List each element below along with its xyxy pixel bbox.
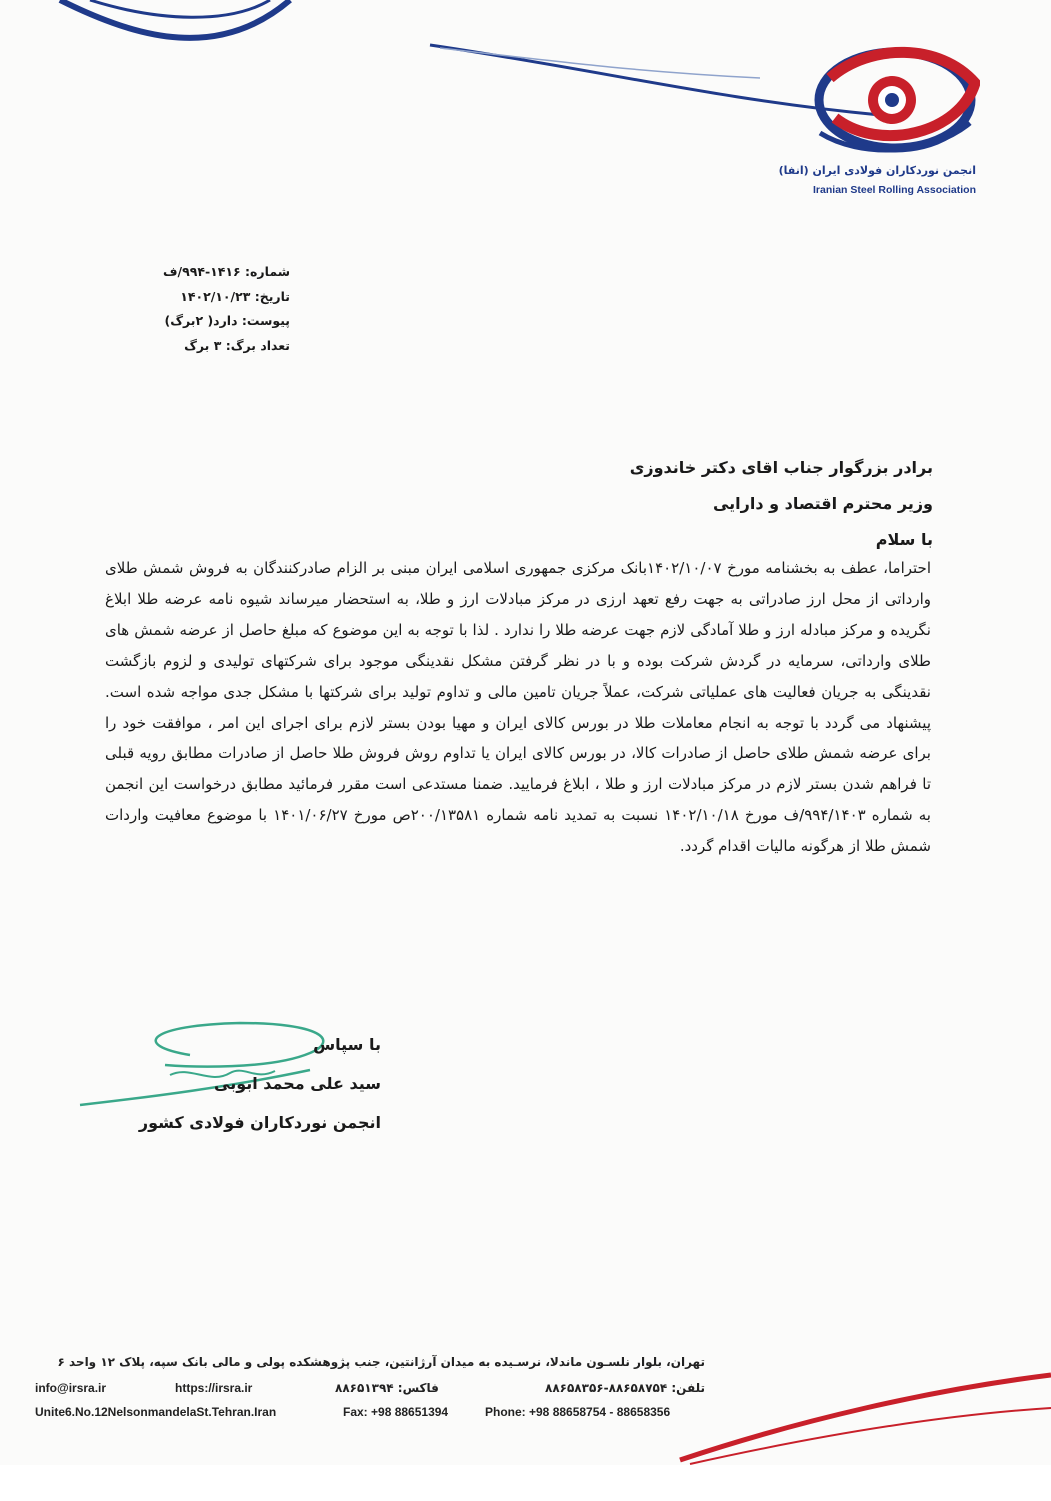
footer-phone-fa: تلفن: ۸۸۶۵۸۷۵۴-۸۸۶۵۸۳۵۶	[545, 1381, 705, 1395]
body-paragraph: احتراما، عطف به بخشنامه مورخ ۱۴۰۲/۱۰/۰۷بانک مرکزی جمهوری اسلامی ایران مبنی بر الزام صادرکنندگان به فروش شمش طلای وارداتی از محل ارز صادراتی به جهت رفع تعهد ارزی در مرکز مبادلات ارز و طلا، به استحضار میرساند شیوه نامه عرضه طلا ابلاغ نگریده و مرکز مبادله ارز و طلا آمادگی لازم جهت عرضه طلا را ندارد . لذا با توجه به این موضوع که مبلغ حاصل از عرضه شمش های طلای وارداتی، سرمایه در گردش شرکت بوده و با در نظر گرفتن مشکل نقدینگی موجود برای شرکتهای تولیدی و لزوم بازگشت نقدینگی به جریان فعالیت های عملیاتی شرکت، عملاً جریان تامین مالی و تداوم تولید برای شرکتها با مشکل جدی مواجه شده است. پیشنهاد می گردد با توجه به انجام معاملات طلا در بورس کالای ایران و مهیا بودن بستر لازم برای اجرای این امر ، موافقت خود را برای عرضه شمش طلای حاصل از صادرات کالا، در بورس کالای ایران یا تداوم روش فروش طلا حاصل از صادرات مطابق رویه قبلی تا فراهم شدن بستر لازم در مرکز مبادلات ارز و طلا ، ابلاغ فرمایید. ضمنا مستدعی است مقرر فرمائید مطابق درخواست این انجمن به شماره ۹۹۴/۱۴۰۳/ف مورخ ۱۴۰۲/۱۰/۱۸ نسبت به تمدید نامه شماره ۲۰۰/۱۳۵۸۱ص مورخ ۱۴۰۱/۰۶/۲۷ با موضوع معافیت واردات شمش طلا از هرگونه مالیات اقدام گردد.	[105, 559, 931, 856]
footer-address-fa: تهران، بلوار نلسـون ماندلا، نرسـیده به میدان آرژانتین، جنب پژوهشکده پولی و مالی بانک سپه، پلاک ۱۲ واحد ۶	[57, 1355, 705, 1369]
org-name-en: Iranian Steel Rolling Association	[813, 184, 976, 196]
signer-organization: انجمن نوردکاران فولادی کشور	[138, 1113, 381, 1132]
footer-email[interactable]: info@irsra.ir	[35, 1381, 107, 1395]
footer-address-en: Unite6.No.12NelsonmandelaSt.Tehran.Iran	[35, 1405, 277, 1419]
letter-attachment: پیوست: دارد( ۲برگ)	[164, 313, 290, 328]
footer-phone-en: Phone: +98 88658754 - 88658356	[485, 1405, 671, 1419]
letter-date: تاریخ: ۱۴۰۲/۱۰/۲۳	[180, 288, 290, 304]
letter-number: شماره: ۱۴۱۶-۹۹۴/ف	[162, 264, 290, 279]
letter-meta	[150, 260, 290, 358]
signature-block	[139, 1025, 381, 1142]
greeting: با سلام	[875, 530, 933, 549]
letter-body	[105, 553, 931, 862]
footer-fax-fa: فاکس: ۸۸۶۵۱۳۹۴	[335, 1381, 439, 1395]
recipient-title: وزیر محترم اقتصاد و دارایی	[712, 494, 933, 513]
closing: با سپاس	[313, 1035, 381, 1054]
signer-name: سید علی محمد ابوبی	[214, 1074, 381, 1093]
footer-website[interactable]: https://irsra.ir	[175, 1381, 253, 1395]
association-logo	[778, 38, 980, 203]
eye-swoosh-logo-icon	[810, 38, 980, 163]
org-name-fa: انجمن نوردکاران فولادی ایران (انفا)	[778, 164, 976, 177]
recipient-name: برادر بزرگوار جناب اقای دکتر خاندوزی	[629, 458, 933, 477]
recipient-block	[630, 450, 933, 558]
page-bottom-margin	[0, 1465, 1051, 1501]
letter-page-count: تعداد برگ: ۳ برگ	[184, 337, 290, 353]
footer-fax-en: Fax: +98 88651394	[343, 1405, 449, 1419]
